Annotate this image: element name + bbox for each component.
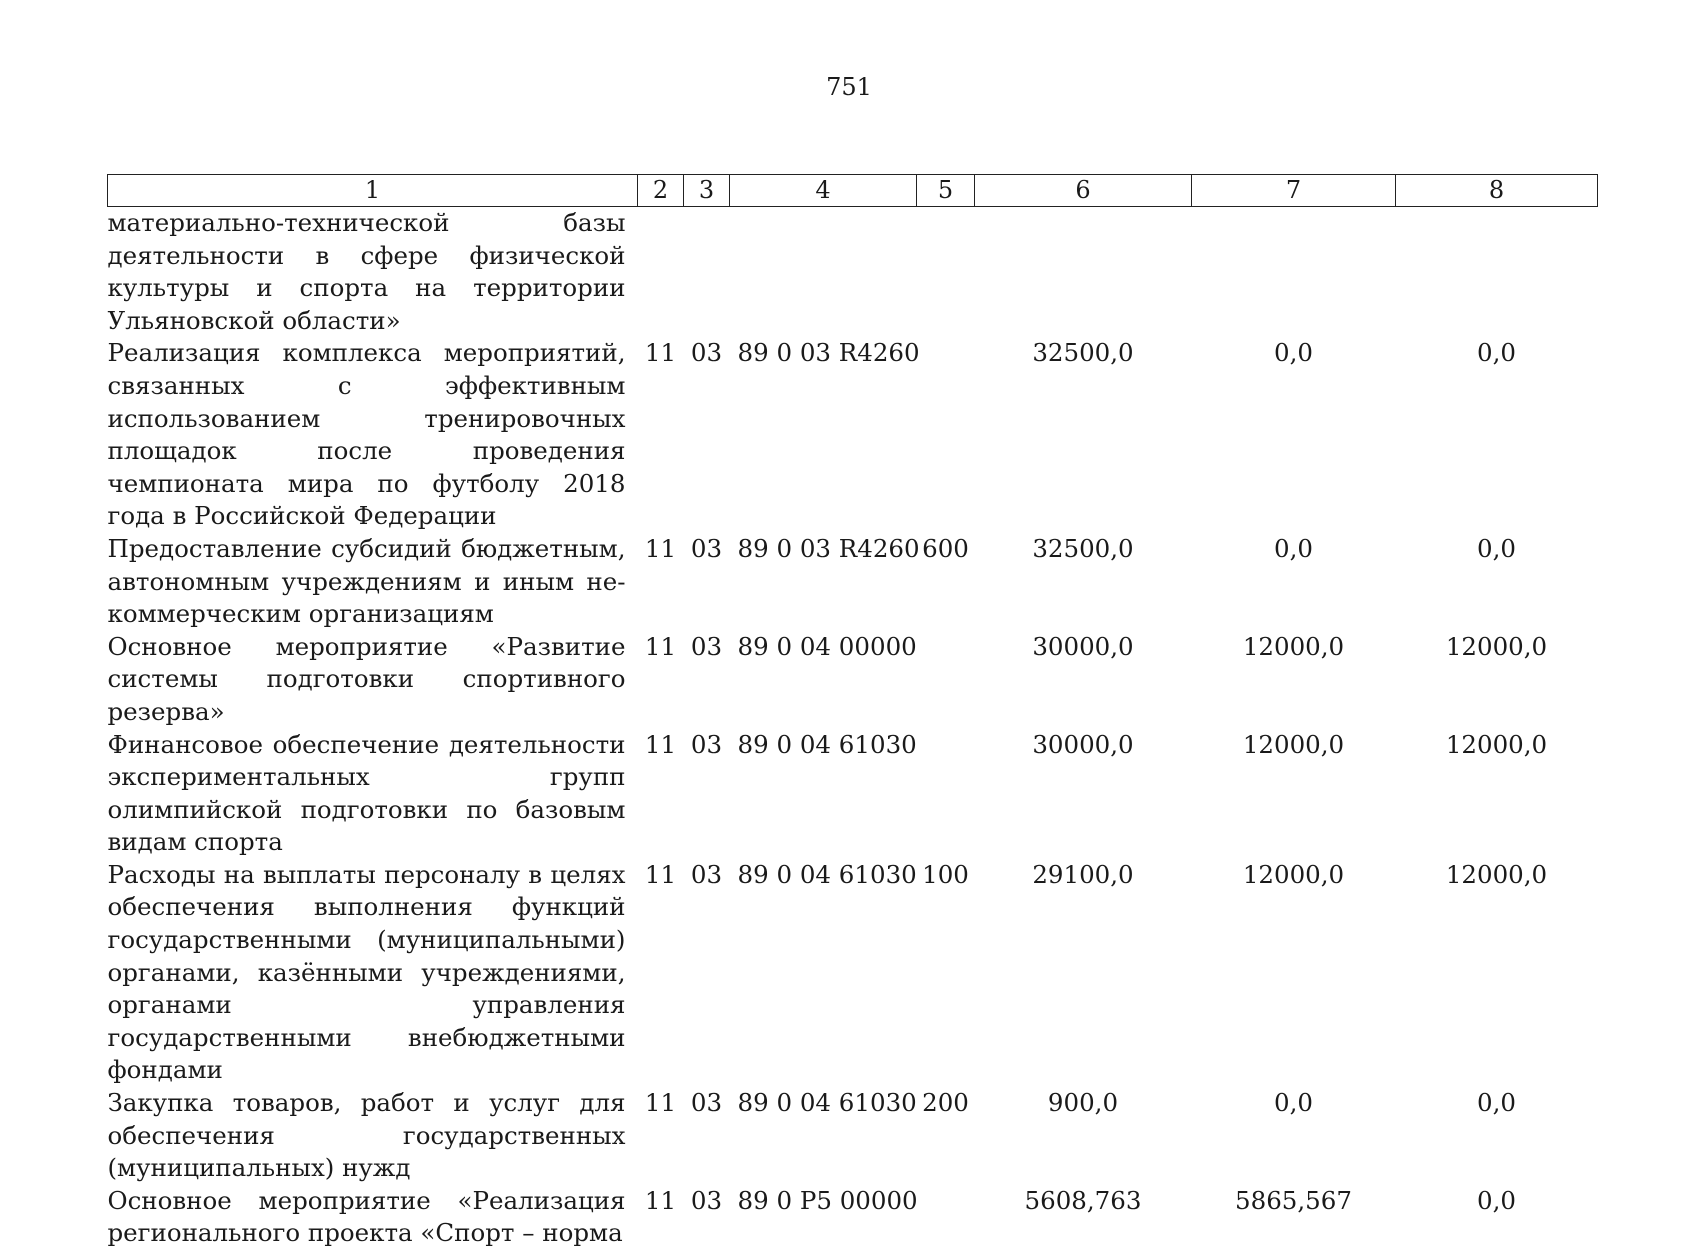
section-code: 11 [644, 1185, 677, 1215]
table-row [108, 533, 1598, 631]
subsection-code: 03 [690, 859, 723, 889]
item-name: Основное мероприятие «Реализация регионального проекта «Спорт – норма [107, 1185, 626, 1248]
subsection-code: 03 [690, 1185, 723, 1215]
column-header: 5 [917, 175, 975, 207]
table-row [108, 859, 1598, 1087]
item-name: Предоставление субсидий бюджетным, автономным учреждениям и иным некоммерческим организациям [107, 533, 626, 629]
amount-col-6 [975, 207, 1192, 338]
column-header: 2 [638, 175, 684, 207]
column-header: 1 [108, 175, 638, 207]
amount-col-7: 12000,0 [1242, 729, 1345, 759]
column-header: 7 [1192, 175, 1396, 207]
amount-col-7: 0,0 [1274, 338, 1313, 368]
subsection-code: 03 [690, 1088, 723, 1118]
amount-col-7: 0,0 [1274, 533, 1313, 563]
column-header: 8 [1396, 175, 1598, 207]
amount-col-6: 32500,0 [1032, 338, 1134, 368]
table-row [108, 729, 1598, 859]
section-code: 11 [644, 859, 677, 889]
amount-col-7: 5865,567 [1235, 1185, 1352, 1215]
target-article-code: 89 0 04 00000 [737, 631, 917, 661]
amount-col-8: 12000,0 [1445, 859, 1548, 889]
expense-type-code [917, 729, 975, 859]
item-name: Основное мероприятие «Развитие системы подготовки спортивного резерва» [107, 631, 626, 726]
subsection-code: 03 [690, 729, 723, 759]
table-row [108, 1087, 1598, 1185]
section-code: 11 [644, 338, 677, 368]
item-name: Реализация комплекса мероприятий, связанных с эффективным использованием тренировочных площадок после проведения чемпионата мира по футболу 2018 года в Российской Федерации [107, 338, 626, 531]
column-header: 4 [730, 175, 917, 207]
target-article-code: 89 0 04 61030 [737, 1088, 917, 1118]
column-header: 6 [975, 175, 1192, 207]
expense-type-code [917, 337, 975, 533]
target-article-code: 89 0 04 61030 [737, 729, 917, 759]
amount-col-7 [1192, 207, 1396, 338]
amount-col-8 [1396, 207, 1598, 338]
amount-col-8: 12000,0 [1445, 631, 1548, 661]
amount-col-6: 30000,0 [1032, 729, 1134, 759]
amount-col-6: 32500,0 [1032, 533, 1134, 563]
expense-type-code: 600 [922, 533, 969, 563]
expense-type-code [917, 631, 975, 729]
section-code: 11 [644, 1088, 677, 1118]
amount-col-7: 12000,0 [1242, 859, 1345, 889]
table-row [108, 1185, 1598, 1250]
target-article-code: 89 0 03 R4260 [737, 338, 920, 368]
section-code [638, 207, 684, 338]
expense-type-code [917, 1185, 975, 1250]
amount-col-6: 900,0 [1047, 1088, 1119, 1118]
target-article-code: 89 0 03 R4260 [737, 533, 920, 563]
amount-col-6: 30000,0 [1032, 631, 1134, 661]
amount-col-8: 0,0 [1477, 1185, 1516, 1215]
subsection-code: 03 [690, 631, 723, 661]
expense-type-code: 200 [922, 1088, 969, 1118]
expense-type-code: 100 [922, 859, 969, 889]
target-article-code: 89 0 P5 00000 [737, 1185, 918, 1215]
budget-table [107, 174, 1598, 1250]
amount-col-6: 5608,763 [1024, 1185, 1142, 1215]
amount-col-8: 0,0 [1477, 1088, 1516, 1118]
item-name: Закупка товаров, работ и услуг для обеспечения государственных (муниципальных) нужд [107, 1088, 626, 1183]
amount-col-8: 12000,0 [1445, 729, 1548, 759]
amount-col-8: 0,0 [1477, 338, 1516, 368]
column-header: 3 [684, 175, 730, 207]
item-name: Финансовое обеспечение деятельности экспериментальных групп олимпийской подготовки по базовым видам спорта [107, 729, 626, 857]
subsection-code [684, 207, 730, 338]
amount-col-7: 12000,0 [1242, 631, 1345, 661]
column-number-row [108, 175, 1598, 207]
amount-col-7: 0,0 [1274, 1088, 1313, 1118]
subsection-code: 03 [690, 533, 723, 563]
table-row [108, 207, 1598, 338]
item-name: материально-технической базы деятельности в сфере физической культуры и спорта на территории Ульяновской области» [107, 208, 626, 335]
subsection-code: 03 [690, 338, 723, 368]
table-row [108, 631, 1598, 729]
target-article-code [730, 207, 917, 338]
amount-col-8: 0,0 [1477, 533, 1516, 563]
target-article-code: 89 0 04 61030 [737, 859, 917, 889]
section-code: 11 [644, 631, 677, 661]
expense-type-code [917, 207, 975, 338]
amount-col-6: 29100,0 [1032, 859, 1134, 889]
section-code: 11 [644, 729, 677, 759]
table-row [108, 337, 1598, 533]
item-name: Расходы на выплаты персоналу в целях обеспечения выполнения функций государственными (муниципальными) органами, казёнными учреждениями, органами управления государственными внебюджетными фондами [107, 859, 626, 1085]
page-number: 751 [826, 73, 872, 101]
section-code: 11 [644, 533, 677, 563]
